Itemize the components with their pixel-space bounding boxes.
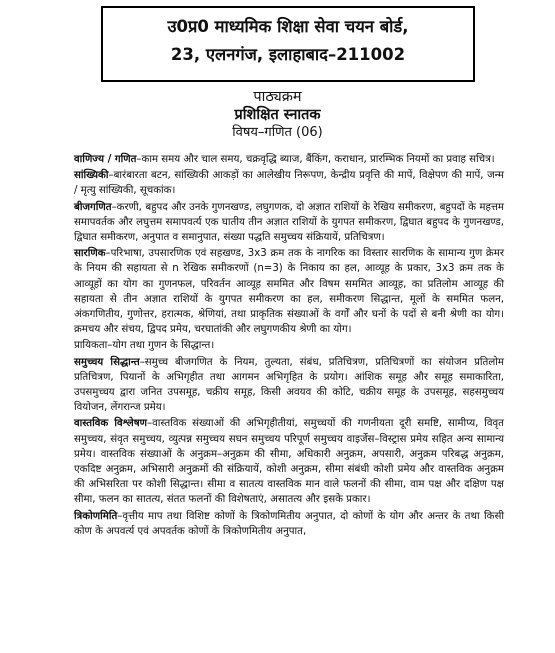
section-probability — [74, 338, 504, 353]
section-trigonometry — [74, 509, 504, 539]
level-title: प्रशिक्षित स्नातक — [234, 107, 321, 123]
section-heading: वास्तविक विश्लेषण — [74, 418, 148, 430]
title-block — [0, 88, 555, 142]
syllabus-title: पाठ्यक्रम — [253, 89, 302, 105]
section-heading: सारणिक — [74, 248, 106, 260]
section-commercial-math — [74, 152, 504, 167]
section-text: –वृत्तीय माप तथा विशिष्ट कोणों के त्रिकोणमितीय अनुपात, दो कोणों के योग और अन्तर के तथा किसी कोण के अपवर्त्य एवं अपवर्तक कोणों के त्रिकोणमितीय अनुपात, — [74, 510, 504, 537]
section-text: –समुच्च बीजगणित के नियम, तुल्यता, संबंध, प्रतिचित्रण, प्रतिचित्रणों का संयोजन प्रतिलोम प्रतिचित्रण, पियानों के अभिगृहीत तथा आगमन अभिगृहित के प्रयोग। आंशिक समूह और समूह समाकारिता, उपसमुच्चय द्वारा जनित उपसमूह, चक्रीय समूह, किसी अवयव की कोटि, चक्रीय समूह के उपसमूह, सहसमुच्चय वियोजन, लेंगरान्ज प्रमेय। — [74, 356, 504, 414]
section-text: –करणी, बहुपद और उनके गुणनखण्ड, लघुगणक, दो अज्ञात राशियों के रेखिय समीकरण, बहुपदों के महत्तम समापवर्तक और लघुत्तम समापवर्त्य एक घातीय तीन अज्ञात राशियों के युगपत समीकरण, द्विघात बहुपद के गुणनखण्ड, द्विघात समीकरण, अनुपात व समानुपात, संख्या पद्धति समुच्चय संक्रियायें, प्रतिचित्रण। — [74, 201, 504, 244]
section-heading: समुच्चय सिद्धान्त — [74, 356, 140, 368]
section-algebra — [74, 200, 504, 246]
section-statistics — [74, 168, 504, 198]
section-determinants — [74, 246, 504, 337]
board-name: उ0प्र0 माध्यमिक शिक्षा सेवा चयन बोर्ड, — [167, 17, 409, 36]
section-text: –परिभाषा, उपसारणिक एवं सहखण्ड, 3x3 क्रम तक के नागरिक का विस्तार सारणिक के सामान्य गुण क्रेमर के नियम की सहायता से n रेखिक समीकरणों (n=3) के निकाय का हल, आव्यूह के प्रकार, 3x3 क्रम तक के आव्यूहों का योग का गुणनफल, परिवर्तन आव्यूह सममित और विषम सममित आव्यूह, का प्रतिलोम आव्यूह की सहायता से तीन अज्ञात राशियों के युगपत समीकरण का हल, समीकरण सिद्धान्त, मूलों के सममित फलन, अंकगणितीय, गुणोत्तर, हरात्मक, श्रेणियां, तथा प्राकृतिक संख्याओं के वर्गों और घनों के पदों से बनी श्रेणी का योग। क्रमचय और संचय, द्विपद प्रमेय, चरघातांकी और लघुगणकीय श्रेणी का योग। — [74, 248, 504, 336]
section-heading: सांख्यिकी — [74, 170, 109, 182]
board-address: 23, एलनगंज, इलाहाबाद–211002 — [170, 45, 406, 64]
section-real-analysis — [74, 416, 504, 507]
section-set-theory — [74, 355, 504, 416]
section-heading: वाणिज्य / गणित — [74, 154, 137, 165]
syllabus-content — [74, 152, 504, 540]
board-header-box — [101, 6, 475, 82]
section-text: प्रायिकता–योग तथा गुणन के सिद्धान्त। — [74, 340, 215, 352]
subject-title: विषय–गणित (06) — [232, 125, 323, 140]
section-text: –वास्तविक संख्याओं की अभिगृहीतीयां, समुच्चयों की गणनीयता दूरी समष्टि, सामीप्य, विवृत समुच्चय, संवृत समुच्चय, व्युत्पन्न समुच्चय सघन समुच्चय परिपूर्ण समुच्चय वाइर्जेस–विस्ट्रास प्रमेय सहित अन्य सामान्य प्रमेय। वास्तविक संख्याओं के अनुक्रम–अनुक्रम की सीमा, अधिकारी अनुक्रम, अपसारी, अनुक्रम परिबद्ध अनुक्रम, एकदिष्ट अनुक्रम, अभिसारी अनुक्रमों की संक्रियायें, कोशी अनुक्रम, सीमा संबंधी कोशी प्रमेय और वास्तविक अनुक्रम की अभिसरिता पर कोशी सिद्धान्त। सीमा व सातत्य वास्तविक मान वाले फलनों की सीमा, वाम पक्ष और दक्षिण पक्ष सीमा, फलन का सातत्य, संतत फलनों की विशेषताएं, असातत्य और इसके प्रकार। — [74, 418, 504, 506]
section-text: –बारंबारता बटन, सांख्यिकी आकड़ों का आलेखीय निरूपण, केन्द्रीय प्रवृत्ति की मापें, विक्षेपण की मापें, जन्म / मृत्यु सांख्यिकी, सूचकांक। — [74, 170, 504, 197]
section-heading: त्रिकोणमिति — [74, 510, 118, 522]
section-heading: बीजगणित — [74, 201, 112, 213]
section-text: –काम समय और चाल समय, चक्रवृद्धि ब्याज, बैंकिंग, कराधान, प्रारम्भिक नियमों का प्रवाह सचित्र। — [136, 154, 495, 165]
